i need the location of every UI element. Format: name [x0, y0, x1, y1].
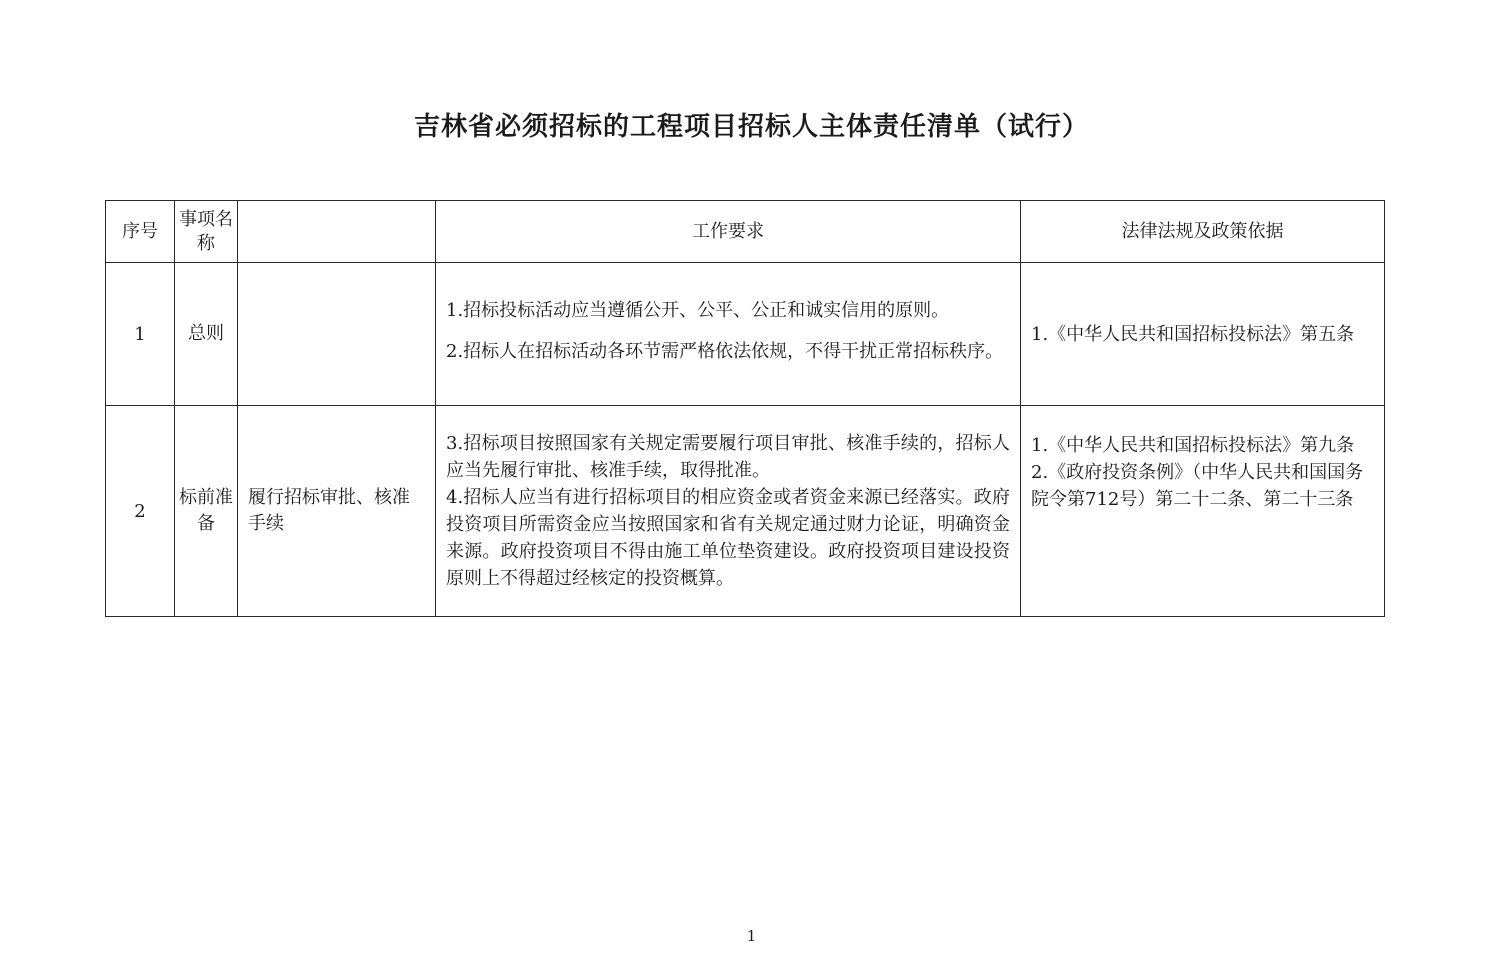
requirement-item: 3.招标项目按照国家有关规定需要履行项目审批、核准手续的，招标人应当先履行审批、核准手续，取得批准。	[446, 433, 1010, 481]
requirement-item: 4.招标人应当有进行招标项目的相应资金或者资金来源已经落实。政府投资项目所需资金应当按照国家和省有关规定通过财力论证，明确资金来源。政府投资项目不得由施工单位垫资建设。政府投资项目建设投资原则上不得超过经核定的投资概算。	[446, 487, 1010, 589]
basis-item: 1.《中华人民共和国招标投标法》第五条	[1031, 323, 1355, 345]
row-sub: 履行招标审批、核准手续	[238, 406, 436, 617]
table-header-row	[106, 201, 1385, 263]
row-no: 1	[106, 263, 175, 406]
row-requirements	[436, 406, 1021, 617]
header-sub	[238, 201, 436, 263]
header-no: 序号	[106, 201, 175, 263]
basis-item: 1.《中华人民共和国招标投标法》第九条	[1031, 435, 1355, 456]
header-basis: 法律法规及政策依据	[1021, 201, 1385, 263]
header-item: 事项名称	[175, 201, 238, 263]
responsibility-table	[105, 200, 1385, 617]
basis-item: 2.《政府投资条例》（中华人民共和国国务院令第712号）第二十二条、第二十三条	[1031, 462, 1364, 510]
row-no: 2	[106, 406, 175, 617]
table-row	[106, 263, 1385, 406]
row-basis	[1021, 406, 1385, 617]
header-requirements: 工作要求	[436, 201, 1021, 263]
requirement-item: 2.招标人在招标活动各环节需严格依法依规，不得干扰正常招标秩序。	[446, 340, 1004, 362]
row-sub	[238, 263, 436, 406]
row-item: 总则	[175, 263, 238, 406]
requirement-item: 1.招标投标活动应当遵循公开、公平、公正和诚实信用的原则。	[446, 299, 950, 321]
table-row	[106, 406, 1385, 617]
row-item: 标前准备	[175, 406, 238, 617]
page-number: 1	[746, 927, 757, 945]
row-basis	[1021, 263, 1385, 406]
row-requirements	[436, 263, 1021, 406]
page-title: 吉林省必须招标的工程项目招标人主体责任清单（试行）	[413, 112, 1089, 142]
